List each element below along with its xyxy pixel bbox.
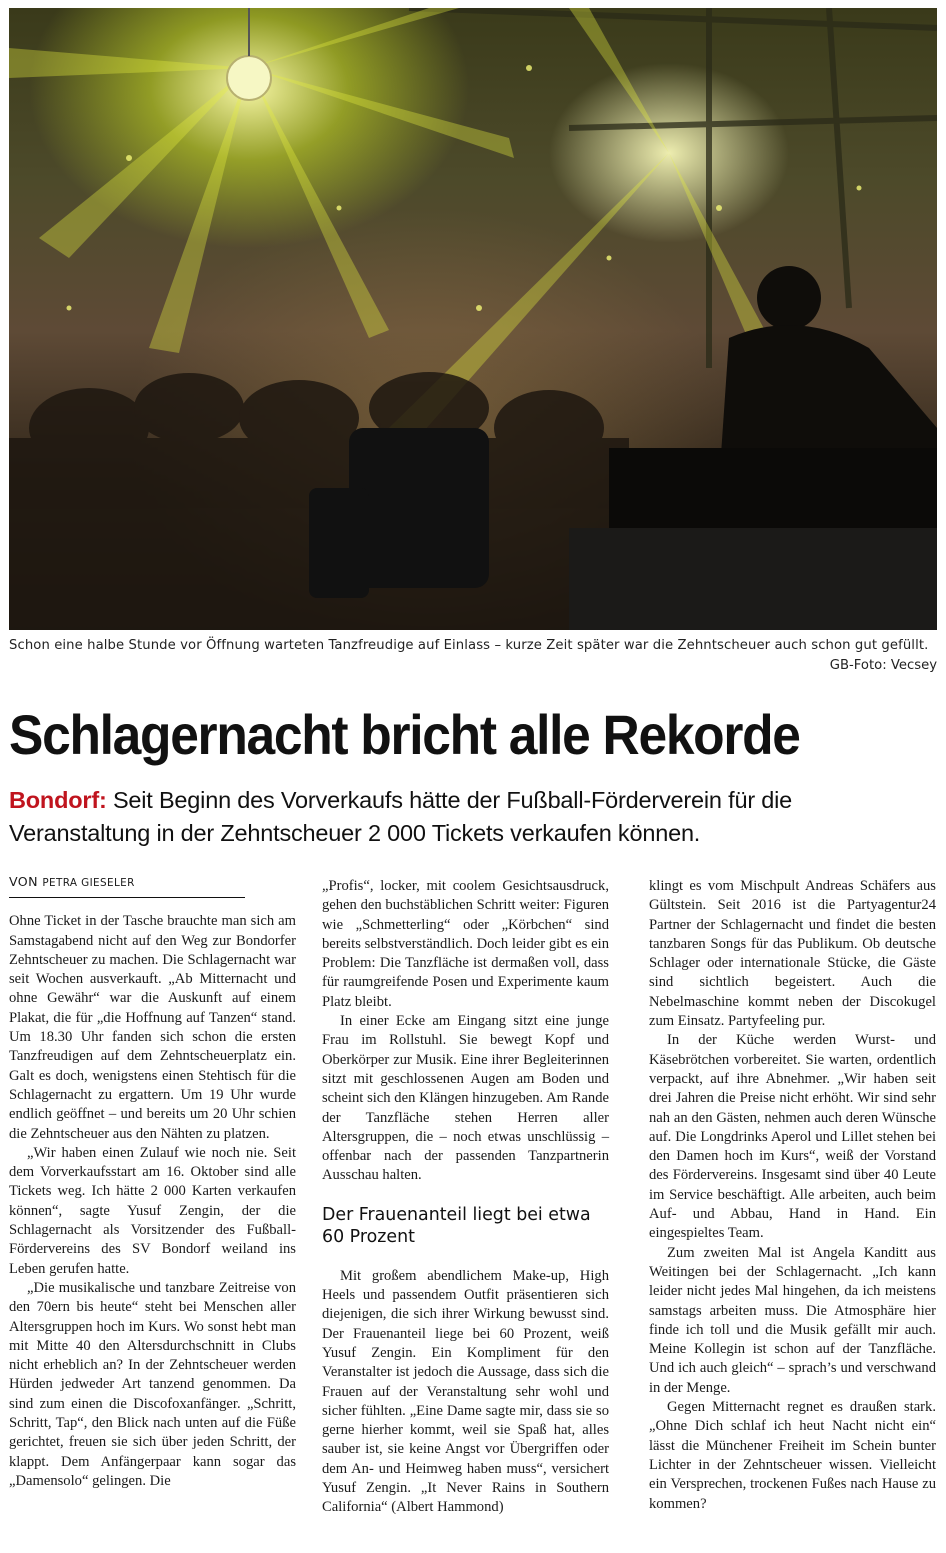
- article-column-1: [9, 872, 296, 1491]
- paragraph: Gegen Mitternacht regnet es draußen stark. „Ohne Dich schlaf ich heut Nacht nicht ein“ lässt die Münchener Freiheit im Schein bunter Lichter in der Zehntscheuer wissen. Vielleicht ein Versprechen, trockenen Fußes nach Hause zu kommen?: [649, 1399, 936, 1512]
- byline-prefix: VON: [9, 874, 38, 889]
- paragraph: In einer Ecke am Eingang sitzt eine junge Frau im Rollstuhl. Sie bewegt Kopf und Oberkörper zur Musik. Eine ihrer Begleiterinnen sitzt mit geschlossenen Augen am Boden und scheint sich den Klängen hinzugeben. Am Rande der Tanzfläche stehen Herren aller Altersgruppen, die – noch etwas unschlüssig – offenbar nach der passenden Tanzpartnerin Ausschau halten.: [322, 1013, 609, 1184]
- party-photo: [9, 8, 937, 630]
- paragraph: Zum zweiten Mal ist Angela Kanditt aus Weitingen bei der Schlagernacht. „Ich kann leider nicht jedes Mal hingehen, da ich meistens samstags arbeiten muss. Die Atmosphäre hier finde ich toll und die Musik gefällt mir auch. Meine Kollegin ist schon auf der Tanzfläche. Und ich auch gleich“ – sprach’s und verschwand in der Menge.: [649, 1244, 936, 1396]
- lead-text: Seit Beginn des Vorverkaufs hätte der Fußball-Förderverein für die Veranstaltung in der Zehntscheuer 2 000 Tickets verkaufen können.: [9, 787, 793, 846]
- paragraph: Ohne Ticket in der Tasche brauchte man sich am Samstagabend nicht auf den Weg zur Bondorfer Zehntscheuer zu machen. Die Schlagernacht war seit Wochen ausverkauft. „Ab Mitternacht und ohne Gewähr“ war die Auskunft auf einem Plakat, die für „die Hoffnung auf Tanzen“ stand. Um 18.30 Uhr fanden sich schon die ersten Tanzfreudigen auf dem Zehntscheuerplatz ein. Galt es doch, wenigstens einen Stehtisch für die Schlagernacht zu ergattern. Um 19 Uhr wurde endlich geöffnet – und bereits um 20 Uhr schien die Zehntscheuer aus den Nähten zu platzen.: [9, 913, 296, 1142]
- article-column-3: [649, 877, 936, 1514]
- lead-paragraph: [9, 784, 939, 850]
- paragraph: „Die musikalische und tanzbare Zeitreise von den 70ern bis heute“ steht bei Menschen aller Altersgruppen hoch im Kurs. Wo sonst hebt man mit Mitte 40 den Altersdurchschnitt in Clubs nicht erheblich an? In der Zehntscheuer werden Hürden jedweder Art tanzend genommen. Da sind zum einen die Discofoxanfänger. „Schritt, Schritt, Tap“, den Blick nach unten auf die Füße gerichtet, freuen sie sich über jeden Schritt, der klappt. Dem Anfängerpaar kann sogar das „Damensolo“ gelingen. Die: [9, 1279, 296, 1489]
- paragraph: Mit großem abendlichem Make-up, High Heels und passendem Outfit präsentieren sich diejenigen, die sich ihrer Wirkung bewusst sind. Der Frauenanteil liege bei 60 Prozent, weiß Yusuf Zengin. Ein Kompliment für den Veranstalter ist jedoch die Aussage, dass sich die Frauen auf der Veranstaltung sehr wohl und sicher fühlten. „Eine Dame sagte mir, dass sie so gerne hierher kommt, weil sie Spaß hat, alles sauber ist, sie keine Angst vor Übergriffen oder dem An- und Heimweg haben muss“, versichert Yusuf Zengin. „It Never Rains in Southern California“ (Albert Hammond): [322, 1267, 609, 1516]
- byline: [9, 872, 245, 898]
- paragraph: „Wir haben einen Zulauf wie noch nie. Seit dem Vorverkaufsstart am 16. Oktober sind alle Tickets weg. Ich hätte 2 000 Karten verkaufen können“, sagte Yusuf Zengin, der die Schlagernacht als Vorsitzender des Fußball-Fördervereins des SV Bondorf weiland ins Leben gerufen hatte.: [9, 1144, 296, 1277]
- headline: Schlagernacht bricht alle Rekorde: [9, 703, 800, 766]
- disco-party-photo-icon: [9, 8, 937, 630]
- byline-author: PETRA GIESELER: [42, 877, 135, 889]
- photo-credit: GB-Foto: Vecsey: [829, 658, 937, 673]
- photo-caption: Schon eine halbe Stunde vor Öffnung warteten Tanzfreudige auf Einlass – kurze Zeit später war die Zehntscheuer auch schon gut gefüllt.: [9, 638, 929, 653]
- paragraph: klingt es vom Mischpult Andreas Schäfers aus Gültstein. Seit 2016 ist die Partyagentur24 Partner der Schlagernacht und findet die besten tanzbaren Songs für das Publikum. Ob deutsche Schlager oder internationale Stücke, die Gäste sind sichtlich begeistert. Auch die Nebelmaschine kommt neben der Discokugel zum Einsatz. Partyfeeling pur.: [649, 878, 936, 1030]
- section-subtitle: Der Frauenanteil liegt bei etwa 60 Prozent: [322, 1204, 591, 1248]
- paragraph: „Profis“, locker, mit coolem Gesichtsausdruck, gehen den buchstäblichen Schritt weiter: Figuren wie „Schmetterling“ oder „Körbchen“ sind bereits selbstverständlich. Doch leider gibt es ein Problem: Die Tanzfläche ist dermaßen voll, dass für raumgreifende Posen und Experimente kaum Platz bleibt.: [322, 878, 609, 1010]
- dateline-place: Bondorf:: [9, 787, 107, 813]
- article-column-2: [322, 877, 609, 1518]
- paragraph: In der Küche werden Wurst- und Käsebrötchen vorbereitet. Sie warten, ordentlich verpackt, auf ihre Abnehmer. „Wir haben seit drei Jahren die Preise nicht erhöht. Wir sind sehr nah an den Gästen, nehmen auch deren Wünsche auf. Die Longdrinks Aperol und Lillet stehen bei den Damen hoch im Kurs“, weiß der Vorstand des Fördervereins. Insgesamt sind über 40 Leute im Service beschäftigt. Alle arbeiten, auch beim Auf- und Abbau, Hand in Hand. Ein eingespieltes Team.: [649, 1032, 936, 1242]
